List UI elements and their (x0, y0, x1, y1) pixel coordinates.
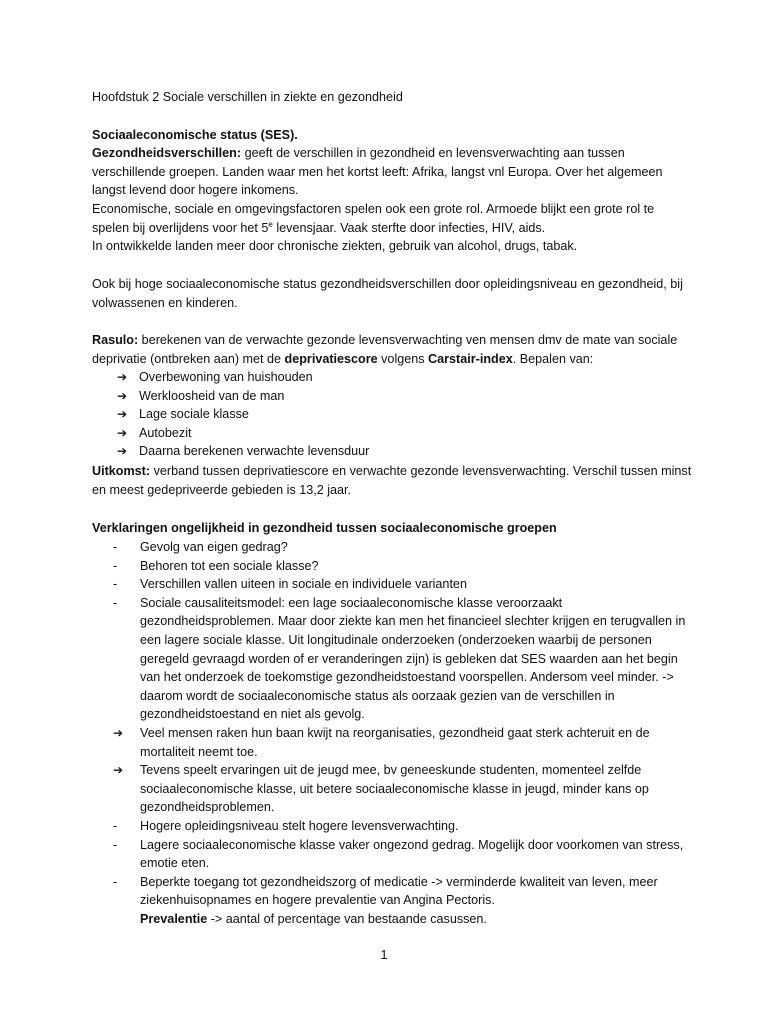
list-item (113, 724, 688, 761)
list-item (113, 575, 688, 594)
list-item (113, 817, 688, 836)
list-item-text: Sociale causaliteitsmodel: een lage sociaaleconomische klasse veroorzaakt gezondheidsproblemen. Maar door ziekte kan men het financieel slechter krijgen en terugvallen in een lagere sociale klasse. Uit longitudinale onderzoeken (onderzoeken waarbij de personen geregeld gevraagd worden of er veranderingen zijn) is gebleken dat SES waarden aan het begin van het onderzoek de toekomstige gezondheidstoestand voorspellen. Andersom veel minder. -> daarom wordt de sociaaleconomische status als oorzaak gezien van de verschillen in gezondheidstoestand en niet als gevolg. (140, 595, 686, 722)
economic-superscript: e (268, 219, 273, 229)
list-item (113, 836, 688, 873)
list-item (117, 368, 677, 387)
carstair-index-term: Carstair-index (428, 351, 513, 366)
deprivation-score-term: deprivatiescore (284, 351, 378, 366)
list-item-text: Lage sociale klasse (139, 407, 249, 422)
list-item-text: Autobezit (139, 425, 192, 440)
rasulo-text-1: berekenen van de verwachte gezonde levensverwachting ven mensen dmv de mate van sociale deprivatie (ontbreken aan) met de (92, 333, 678, 366)
list-item-text: Werkloosheid van de man (139, 388, 285, 403)
health-differences-text: geeft de verschillen in gezondheid en levensverwachting aan tussen verschillende groepen. Landen waar men het kortst leeft: Afrika, langst vnl Europa. Over het algemeen langst levend door hogere inkomens. (92, 146, 663, 198)
list-marker: - (113, 874, 118, 889)
right-arrow-icon: ➔ (113, 763, 124, 778)
right-arrow-icon: ➔ (117, 370, 128, 384)
list-item-text: Beperkte toegang tot gezondheidszorg of medicatie -> verminderde kwaliteit van leven, meer ziekenhuisopnames en hogere prevalentie van Angina Pectoris. (140, 874, 658, 908)
economic-factors-paragraph (92, 200, 692, 237)
rasulo-text-3: . Bepalen van: (512, 351, 594, 366)
list-item (117, 405, 677, 424)
ses-heading: Sociaaleconomische status (SES). (92, 128, 298, 142)
right-arrow-icon: ➔ (113, 725, 124, 740)
health-differences-paragraph (92, 144, 692, 200)
list-marker: - (113, 818, 118, 833)
explanations-heading: Verklaringen ongelijkheid in gezondheid tussen sociaaleconomische groepen (92, 521, 557, 535)
list-item-continuation (113, 910, 688, 929)
prevalence-term: Prevalentie (140, 911, 208, 926)
rasulo-text-2: volgens (377, 351, 429, 366)
list-item-text: Gevolg van eigen gedrag? (140, 540, 288, 554)
right-arrow-icon: ➔ (117, 388, 128, 403)
health-differences-term: Gezondheidsverschillen: (92, 146, 242, 160)
list-item (117, 424, 677, 443)
list-item (113, 873, 688, 910)
list-marker: - (113, 577, 118, 592)
list-item (113, 594, 688, 724)
economic-text-after: levensjaar. Vaak sterfte door infecties, HIV, aids. (272, 220, 546, 235)
list-item-text: Overbewoning van huishouden (139, 370, 313, 384)
list-item-text: Daarna berekenen verwachte levensduur (139, 444, 370, 459)
economic-text-before: Economische, sociale en omgevingsfactoren spelen ook een grote rol. Armoede blijkt een grote rol te spelen bij overlijdens voor het 5 (92, 202, 655, 235)
list-item-text: Tevens speelt ervaringen uit de jeugd mee, bv geneeskunde studenten, momenteel zelfde sociaaleconomische klasse, uit betere sociaaleconomische klasse in jeugd, minder kans op gezondheidsproblemen. (140, 763, 649, 815)
list-marker: - (113, 837, 118, 852)
chapter-title: Hoofdstuk 2 Sociale verschillen in ziekte en gezondheid (92, 90, 403, 104)
list-item-text: Behoren tot een sociale klasse? (140, 558, 319, 573)
list-item (117, 442, 677, 461)
list-marker: - (113, 540, 118, 554)
prevalence-text: -> aantal of percentage van bestaande casussen. (207, 911, 487, 926)
right-arrow-icon: ➔ (117, 425, 128, 440)
list-marker: - (113, 595, 118, 610)
developed-countries-paragraph: In ontwikkelde landen meer door chronische ziekten, gebruik van alcohol, drugs, tabak. (92, 239, 578, 253)
outcome-term: Uitkomst: (92, 464, 151, 478)
list-item (113, 761, 688, 817)
list-item-text: Verschillen vallen uiteen in sociale en individuele varianten (140, 577, 467, 592)
explanations-list (113, 538, 688, 928)
page-number: 1 (380, 948, 388, 962)
list-marker: - (113, 558, 118, 573)
list-item (113, 557, 688, 576)
right-arrow-icon: ➔ (117, 444, 128, 459)
list-item-text: Lagere sociaaleconomische klasse vaker ongezond gedrag. Mogelijk door voorkomen van stress, emotie eten. (140, 837, 684, 871)
rasulo-term: Rasulo: (92, 333, 139, 347)
list-item-text: Veel mensen raken hun baan kwijt na reorganisaties, gezondheid gaat sterk achteruit en de mortaliteit neemt toe. (140, 725, 650, 759)
rasulo-paragraph (92, 331, 692, 368)
outcome-text: verband tussen deprivatiescore en verwachte gezonde levensverwachting. Verschil tussen minst en meest gedepriveerde gebieden is 13,2 jaar. (92, 464, 692, 497)
high-ses-paragraph: Ook bij hoge sociaaleconomische status gezondheidsverschillen door opleidingsniveau en gezondheid, bij volwassenen en kinderen. (92, 277, 683, 310)
list-item-text: Hogere opleidingsniveau stelt hogere levensverwachting. (140, 818, 459, 833)
list-item (117, 387, 677, 406)
list-item (113, 538, 688, 557)
right-arrow-icon: ➔ (117, 407, 128, 422)
rasulo-criteria-list (117, 368, 677, 461)
outcome-paragraph (92, 462, 692, 499)
